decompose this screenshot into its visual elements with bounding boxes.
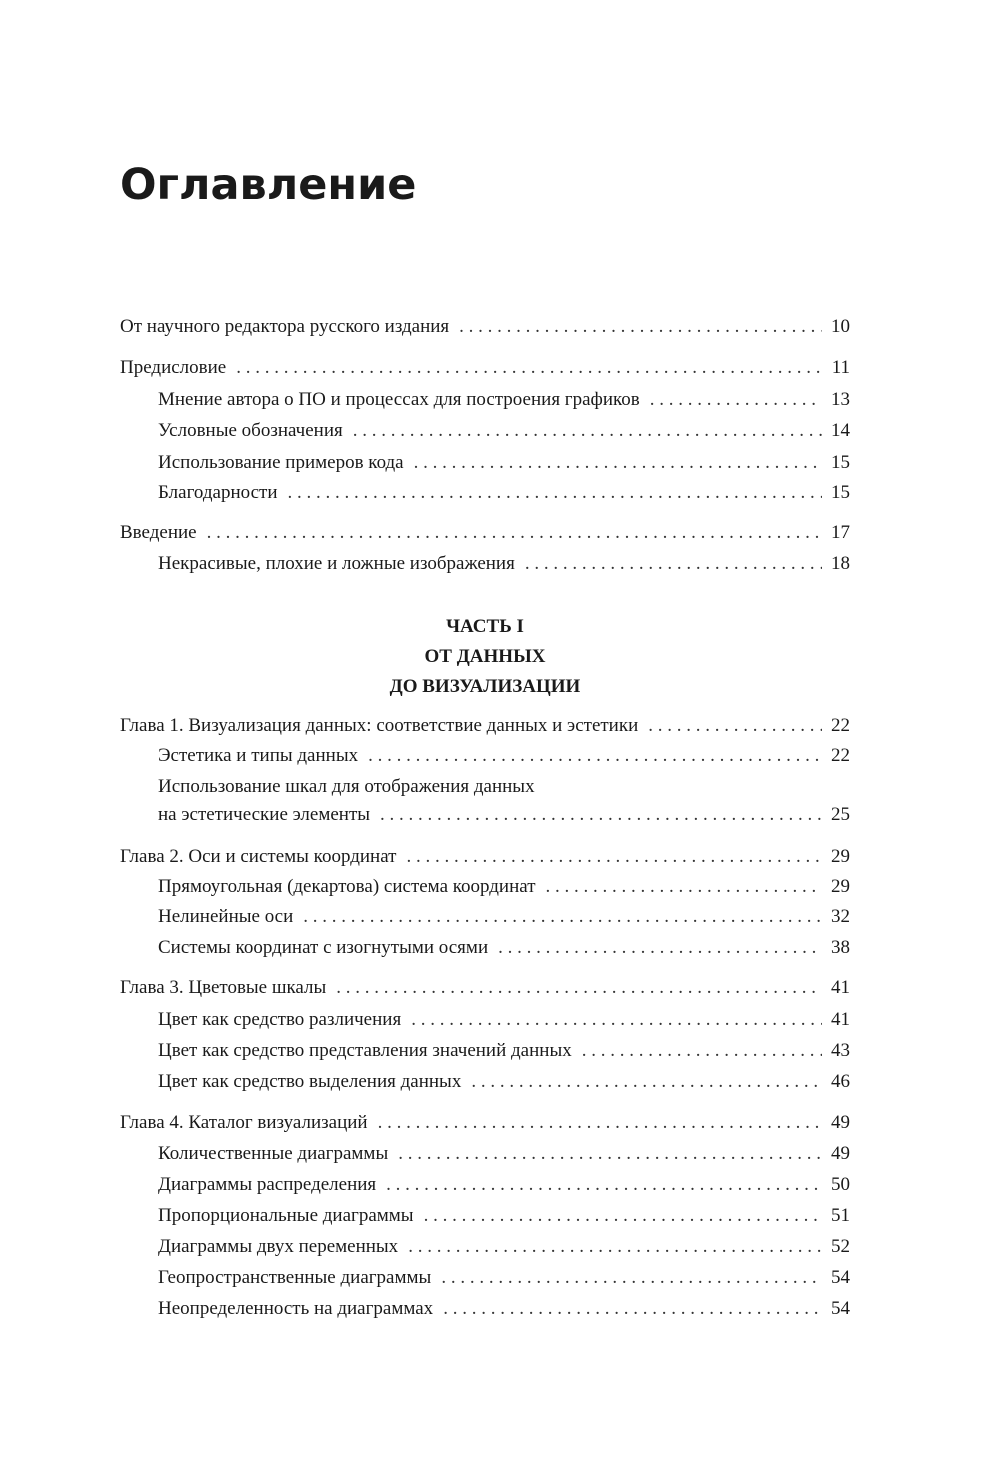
- toc-entry-title: Прямоугольная (декартова) система координат: [158, 876, 536, 897]
- dot-leader: [226, 356, 822, 380]
- dot-leader: [376, 1173, 822, 1197]
- dot-leader: [401, 1008, 822, 1032]
- dot-leader: [326, 976, 822, 1000]
- toc-subentry-curved-axes[interactable]: [158, 936, 850, 960]
- toc-subentry-code-examples[interactable]: [158, 451, 850, 475]
- dot-leader: [370, 803, 822, 827]
- dot-leader: [358, 744, 822, 768]
- toc-page-number: 17: [831, 522, 850, 543]
- toc-entry-title: Использование примеров кода: [158, 452, 404, 473]
- toc-entry-title: Цвет как средство представления значений данных: [158, 1040, 572, 1061]
- dot-leader: [398, 1235, 822, 1259]
- dot-leader: [488, 936, 822, 960]
- toc-subentry-geospatial-charts[interactable]: [158, 1266, 850, 1290]
- toc-subentry-color-distinguish[interactable]: [158, 1008, 850, 1032]
- toc-entry-title: Некрасивые, плохие и ложные изображения: [158, 553, 515, 574]
- toc-entry-title: Глава 4. Каталог визуализаций: [120, 1112, 368, 1133]
- toc-page-number: 41: [831, 1009, 850, 1030]
- toc-page-number: 54: [831, 1267, 850, 1288]
- toc-entry-title: Глава 2. Оси и системы координат: [120, 846, 397, 867]
- dot-leader: [515, 552, 822, 576]
- toc-subentry-scales-line-1[interactable]: [158, 775, 850, 799]
- toc-page-number: 46: [831, 1071, 850, 1092]
- dot-leader: [640, 388, 822, 412]
- toc-entry-title: Неопределенность на диаграммах: [158, 1298, 434, 1319]
- toc-entry-title: Системы координат с изогнутыми осями: [158, 937, 489, 958]
- toc-entry-title: Введение: [120, 522, 197, 543]
- part-number: ЧАСТЬ I: [446, 616, 524, 637]
- toc-entry-introduction[interactable]: [120, 521, 850, 545]
- toc-page-number: 51: [831, 1205, 850, 1226]
- toc-entry-title: Нелинейные оси: [158, 906, 294, 927]
- toc-subentry-aesthetics-types[interactable]: [158, 744, 850, 768]
- toc-page-number: 29: [831, 876, 850, 897]
- toc-page-number: 22: [831, 715, 850, 736]
- toc-subentry-color-highlight[interactable]: [158, 1070, 850, 1094]
- part-title-line-2: ДО ВИЗУАЛИЗАЦИИ: [389, 676, 581, 697]
- part-title-line-1: ОТ ДАННЫХ: [424, 646, 546, 667]
- toc-entry-preface[interactable]: [120, 356, 850, 380]
- toc-subentry-quantity-charts[interactable]: [158, 1142, 850, 1166]
- toc-entry-title: Использование шкал для отображения данных: [158, 776, 535, 797]
- toc-entry-title: Геопространственные диаграммы: [158, 1267, 432, 1288]
- part-heading: [120, 612, 850, 702]
- dot-leader: [572, 1039, 822, 1063]
- toc-chapter-3[interactable]: [120, 976, 850, 1000]
- dot-leader: [414, 1204, 822, 1228]
- toc-page-number: 49: [831, 1143, 850, 1164]
- toc-entry-title: Предисловие: [120, 357, 227, 378]
- dot-leader: [197, 521, 822, 545]
- toc-chapter-1[interactable]: [120, 714, 850, 738]
- toc-entry-title: Диаграммы распределения: [158, 1174, 377, 1195]
- toc-subentry-cartesian[interactable]: [158, 875, 850, 899]
- toc-page-number: 18: [831, 553, 850, 574]
- toc-entry-title: Эстетика и типы данных: [158, 745, 359, 766]
- toc-page-number: 29: [831, 846, 850, 867]
- toc-subentry-proportion-charts[interactable]: [158, 1204, 850, 1228]
- dot-leader: [278, 481, 823, 505]
- toc-chapter-4[interactable]: [120, 1111, 850, 1135]
- dot-leader: [343, 419, 822, 443]
- toc-page-number: 15: [831, 482, 850, 503]
- toc-entry-title: Мнение автора о ПО и процессах для построения графиков: [158, 389, 640, 410]
- toc-subentry-author-opinion[interactable]: [158, 388, 850, 412]
- toc-entry-editor-foreword[interactable]: [120, 315, 850, 339]
- toc-entry-title: Благодарности: [158, 482, 278, 503]
- toc-page-number: 49: [831, 1112, 850, 1133]
- dot-leader: [388, 1142, 822, 1166]
- toc-subentry-conventions[interactable]: [158, 419, 850, 443]
- toc-page-number: 22: [831, 745, 850, 766]
- toc-subentry-bad-images[interactable]: [158, 552, 850, 576]
- toc-subentry-bivariate-charts[interactable]: [158, 1235, 850, 1259]
- toc-subentry-scales-line-2[interactable]: [158, 803, 850, 827]
- dot-leader: [404, 451, 822, 475]
- toc-entry-title: Количественные диаграммы: [158, 1143, 389, 1164]
- toc-page-number: 38: [831, 937, 850, 958]
- toc-subentry-acknowledgements[interactable]: [158, 481, 850, 505]
- toc-entry-title: Пропорциональные диаграммы: [158, 1205, 414, 1226]
- dot-leader: [461, 1070, 822, 1094]
- toc-page-number: 15: [831, 452, 850, 473]
- toc-subentry-uncertainty-charts[interactable]: [158, 1297, 850, 1321]
- toc-subentry-nonlinear-axes[interactable]: [158, 905, 850, 929]
- toc-entry-title: на эстетические элементы: [158, 804, 371, 825]
- toc-entry-title: Диаграммы двух переменных: [158, 1236, 399, 1257]
- toc-page-number: 10: [831, 316, 850, 337]
- dot-leader: [431, 1266, 822, 1290]
- toc-page-number: 52: [831, 1236, 850, 1257]
- toc-page-number: 11: [831, 357, 850, 378]
- toc-entry-title: Цвет как средство выделения данных: [158, 1071, 462, 1092]
- toc-page-number: 13: [831, 389, 850, 410]
- toc-entry-title: Условные обозначения: [158, 420, 343, 441]
- page-title: Оглавление: [120, 160, 417, 210]
- dot-leader: [638, 714, 822, 738]
- toc-chapter-2[interactable]: [120, 845, 850, 869]
- toc-entry-title: Глава 1. Визуализация данных: соответствие данных и эстетики: [120, 715, 639, 736]
- dot-leader: [293, 905, 822, 929]
- toc-page-number: 25: [831, 804, 850, 825]
- toc-page-number: 43: [831, 1040, 850, 1061]
- toc-entry-title: От научного редактора русского издания: [120, 316, 450, 337]
- toc-entry-title: Цвет как средство различения: [158, 1009, 402, 1030]
- dot-leader: [449, 315, 822, 339]
- dot-leader: [396, 845, 822, 869]
- toc-page-number: 50: [831, 1174, 850, 1195]
- dot-leader: [368, 1111, 822, 1135]
- toc-page-number: 32: [831, 906, 850, 927]
- dot-leader: [433, 1297, 822, 1321]
- toc-subentry-distribution-charts[interactable]: [158, 1173, 850, 1197]
- toc-page-number: 54: [831, 1298, 850, 1319]
- toc-page-number: 41: [831, 977, 850, 998]
- toc-subentry-color-values[interactable]: [158, 1039, 850, 1063]
- toc-page-number: 14: [831, 420, 850, 441]
- toc-entry-title: Глава 3. Цветовые шкалы: [120, 977, 327, 998]
- dot-leader: [536, 875, 822, 899]
